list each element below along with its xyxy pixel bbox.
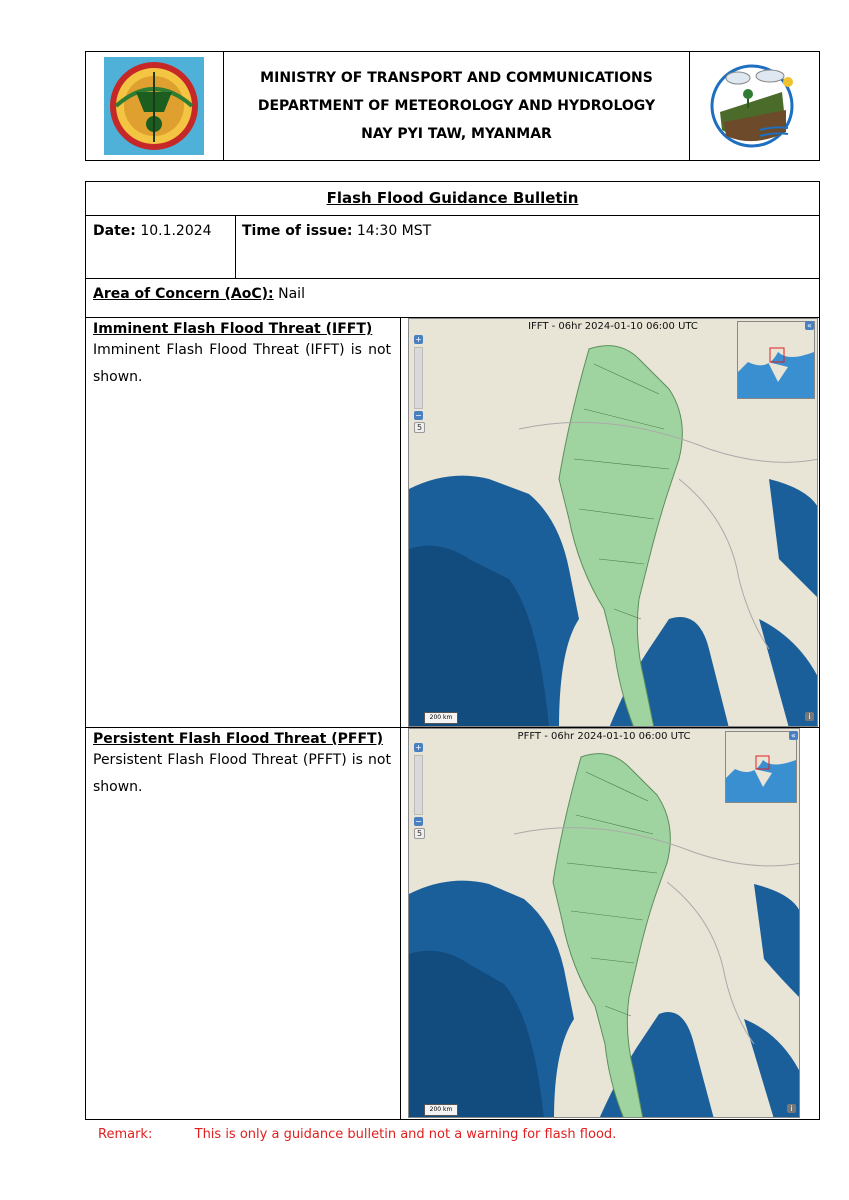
map-info-button[interactable]: i bbox=[805, 712, 814, 721]
ifft-section bbox=[93, 321, 391, 391]
ifft-title: Imminent Flash Flood Threat (IFFT) bbox=[93, 321, 373, 337]
time-label: Time of issue: bbox=[242, 223, 353, 239]
scale-bar: 200 km bbox=[424, 712, 458, 724]
date-cell bbox=[93, 220, 212, 242]
zoom-in-button[interactable]: + bbox=[415, 335, 422, 344]
header-line-1: MINISTRY OF TRANSPORT AND COMMUNICATIONS bbox=[260, 70, 653, 86]
pfft-section bbox=[93, 731, 391, 801]
left-logo-cell bbox=[86, 52, 224, 160]
pfft-title: Persistent Flash Flood Threat (PFFT) bbox=[93, 731, 383, 747]
ifft-map-caption: IFFT - 06hr 2024-01-10 06:00 UTC bbox=[528, 321, 698, 332]
hydrology-cycle-logo bbox=[690, 52, 818, 158]
remark bbox=[98, 1127, 616, 1142]
letterhead bbox=[85, 51, 820, 161]
minimap-collapse-button[interactable]: « bbox=[789, 731, 798, 740]
right-logo-cell bbox=[689, 52, 819, 160]
aoc-value: Nail bbox=[278, 286, 305, 302]
aoc-cell bbox=[93, 283, 305, 305]
map-info-button[interactable]: i bbox=[787, 1104, 796, 1113]
scale-bar: 200 km bbox=[424, 1104, 458, 1116]
overview-minimap[interactable] bbox=[737, 321, 815, 399]
time-value: 14:30 MST bbox=[356, 223, 432, 239]
header-line-2: DEPARTMENT OF METEOROLOGY AND HYDROLOGY bbox=[257, 98, 656, 114]
zoom-out-button[interactable]: − bbox=[415, 411, 422, 420]
zoom-in-button[interactable]: + bbox=[415, 743, 422, 752]
zoom-slider[interactable] bbox=[414, 755, 423, 815]
date-label: Date: bbox=[93, 223, 136, 239]
ifft-body: Imminent Flash Flood Threat (IFFT) is not shown. bbox=[93, 342, 391, 385]
column-divider bbox=[400, 317, 401, 1119]
time-cell bbox=[242, 220, 431, 242]
overview-minimap[interactable] bbox=[725, 731, 797, 803]
pfft-map-caption: PFFT - 06hr 2024-01-10 06:00 UTC bbox=[517, 731, 691, 742]
bulletin-title: Flash Flood Guidance Bulletin bbox=[326, 189, 579, 207]
aoc-label: Area of Concern (AoC): bbox=[93, 286, 274, 302]
ministry-seal-logo bbox=[86, 52, 222, 158]
overview-minimap-graphic bbox=[738, 322, 814, 398]
zoom-slider[interactable] bbox=[414, 347, 423, 409]
overview-minimap-graphic bbox=[726, 732, 796, 802]
zoom-level-indicator: 5 bbox=[414, 422, 425, 433]
minimap-collapse-button[interactable]: « bbox=[805, 321, 814, 330]
pfft-map[interactable] bbox=[408, 728, 800, 1118]
zoom-out-button[interactable]: − bbox=[415, 817, 422, 826]
header-title-block bbox=[224, 52, 689, 160]
zoom-level-indicator: 5 bbox=[414, 828, 425, 839]
pfft-body: Persistent Flash Flood Threat (PFFT) is not shown. bbox=[93, 752, 391, 795]
header-line-3: NAY PYI TAW, MYANMAR bbox=[361, 126, 552, 142]
remark-label: Remark: bbox=[98, 1127, 153, 1142]
remark-text: This is only a guidance bulletin and not a warning for flash flood. bbox=[194, 1127, 617, 1142]
ifft-map[interactable] bbox=[408, 318, 818, 727]
row-divider bbox=[86, 215, 819, 216]
row-divider bbox=[86, 278, 819, 279]
date-value: 10.1.2024 bbox=[140, 223, 212, 239]
column-divider bbox=[235, 215, 236, 278]
bulletin-table bbox=[85, 181, 820, 1120]
